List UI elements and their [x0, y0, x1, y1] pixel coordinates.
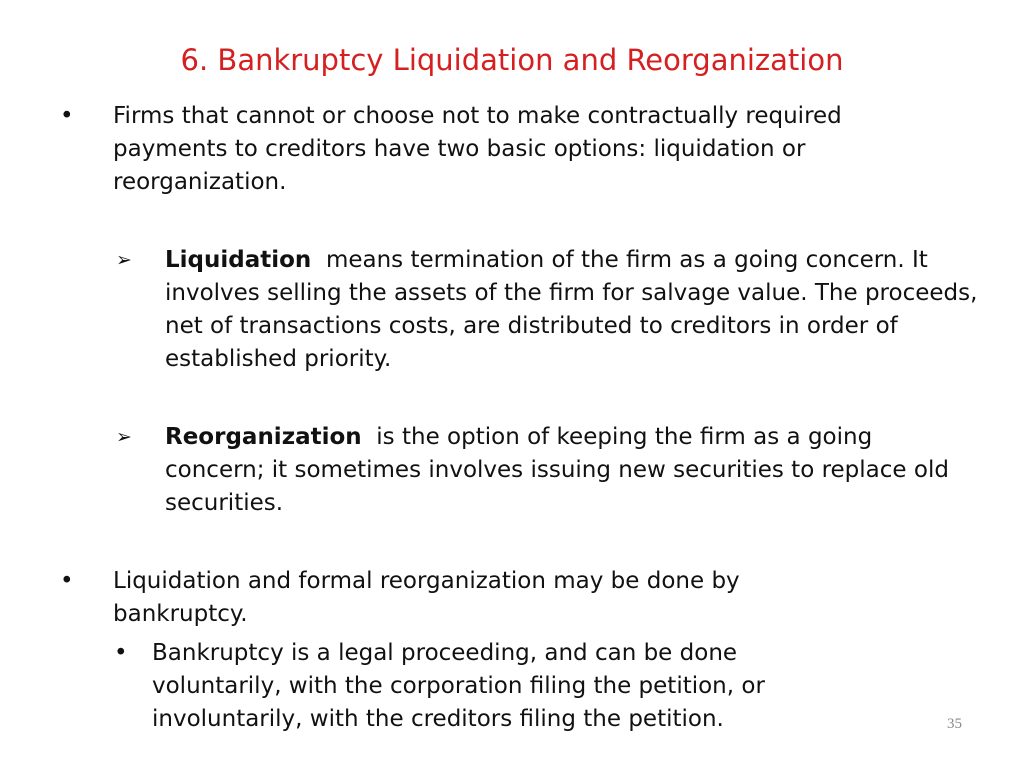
bullet-text: Firms that cannot or choose not to make contractually required payments to creditors have two basic options: liquidation or reorganization. — [113, 103, 842, 195]
bullet-text: Bankruptcy is a legal proceeding, and can be done voluntarily, with the corporation filing the petition, or involuntarily, with the creditors filing the petition. — [152, 640, 765, 732]
liquidation-definition: means termination of the firm as a going concern. It involves selling the assets of the firm for salvage value. The proceeds, net of transactions costs, are distributed to creditors in order of established priority. — [165, 247, 978, 372]
arrow-bullet-icon: ➢ — [116, 249, 132, 271]
sub-bullet-text — [165, 244, 987, 376]
sub-bullet-reorganization — [0, 421, 1024, 531]
sub-bullet-liquidation — [0, 244, 1024, 384]
sub-bullet-text — [165, 421, 965, 520]
bullet-marker: • — [60, 568, 74, 594]
bullet-bankruptcy — [0, 565, 1024, 635]
bullet-marker: • — [60, 103, 74, 129]
slide-title: 6. Bankruptcy Liquidation and Reorganization — [180, 43, 844, 77]
term-liquidation: Liquidation — [165, 247, 312, 273]
page-number: 35 — [947, 716, 962, 732]
bullet-text: Liquidation and formal reorganization may be done by bankruptcy. — [113, 568, 740, 627]
arrow-bullet-icon: ➢ — [116, 426, 132, 448]
bullet-firms-options — [0, 100, 1024, 200]
term-reorganization: Reorganization — [165, 424, 362, 450]
bullet-marker: • — [114, 640, 128, 666]
reorganization-definition: is the option of keeping the firm as a going concern; it sometimes involves issuing new securities to replace old securities. — [165, 424, 949, 516]
sub-bullet-bankruptcy-proceeding — [0, 637, 1024, 737]
